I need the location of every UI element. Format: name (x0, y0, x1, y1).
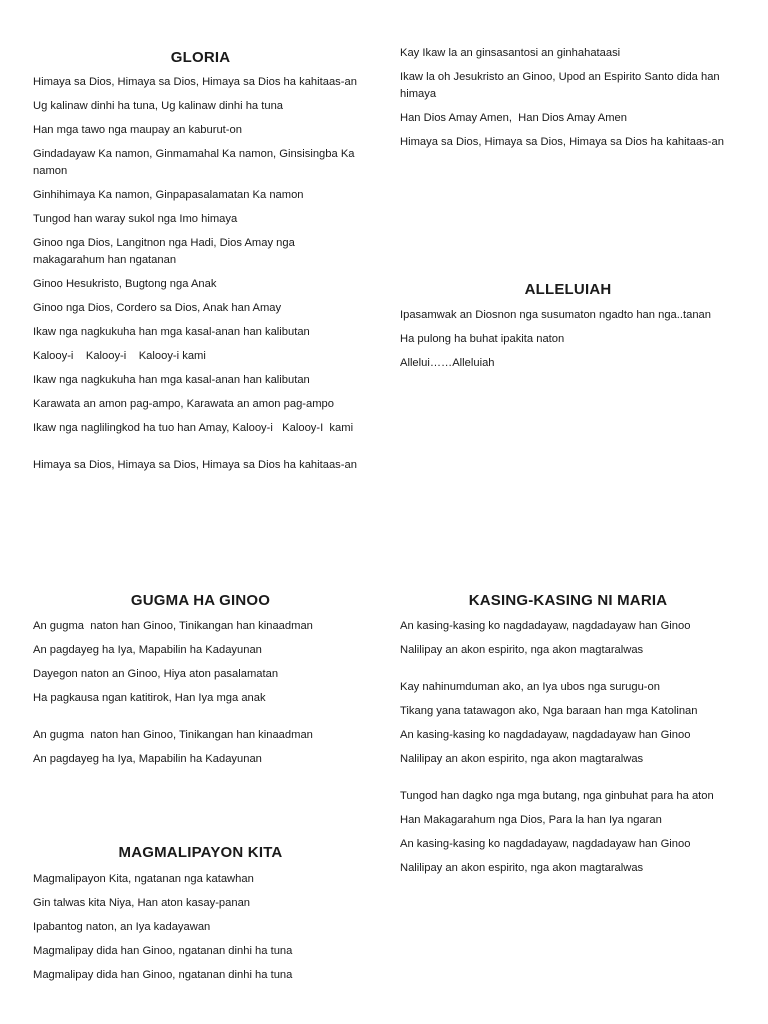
song-gloria (33, 48, 368, 481)
lyric-line: Ha pagkausa ngan katitirok, Han Iya mga anak (33, 692, 266, 704)
lyric-line: Kalooy-i Kalooy-i Kalooy-i kami (33, 350, 206, 362)
lyric-line: Ginoo Hesukristo, Bugtong nga Anak (33, 278, 217, 290)
song-kasing-kasing-ni-maria (400, 591, 736, 884)
song-gloria-continued (400, 45, 740, 158)
lyrics-magmalipayon-kita (33, 871, 368, 984)
song-alleluiah (400, 280, 736, 379)
lyric-line: An gugma naton han Ginoo, Tinikangan han kinaadman (33, 620, 313, 632)
lyric-line: Himaya sa Dios, Himaya sa Dios, Himaya sa Dios ha kahitaas-an (400, 136, 724, 148)
lyric-line: Magmalipayon Kita, ngatanan nga katawhan (33, 873, 254, 885)
lyric-line: Ikaw nga naglilingkod ha tuo han Amay, Kalooy-i Kalooy-I kami (33, 422, 354, 434)
lyric-line: An kasing-kasing ko nagdadayaw, nagdadayaw han Ginoo (400, 838, 691, 850)
lyric-line: Ginhihimaya Ka namon, Ginpapasalamatan Ka namon (33, 189, 304, 201)
song-title-gugma-ha-ginoo: GUGMA HA GINOO (130, 592, 271, 609)
lyric-line: An kasing-kasing ko nagdadayaw, nagdadayaw han Ginoo (400, 620, 691, 632)
lyric-line: Ginoo nga Dios, Cordero sa Dios, Anak han Amay (33, 302, 282, 314)
lyric-line: Ikaw nga nagkukuha han mga kasal-anan han kalibutan (33, 374, 310, 386)
lyric-line: Nalilipay an akon espirito, nga akon magtaralwas (400, 644, 644, 656)
lyric-line: An kasing-kasing ko nagdadayaw, nagdadayaw han Ginoo (400, 729, 691, 741)
lyrics-kasing-kasing-ni-maria (400, 618, 736, 877)
lyric-line: Magmalipay dida han Ginoo, ngatanan dinhi ha tuna (33, 969, 293, 981)
lyric-line: Magmalipay dida han Ginoo, ngatanan dinhi ha tuna (33, 945, 293, 957)
lyric-line: Tikang yana tatawagon ako, Nga baraan han mga Katolinan (400, 705, 698, 717)
lyric-line: Gin talwas kita Niya, Han aton kasay-panan (33, 897, 251, 909)
lyric-line: Nalilipay an akon espirito, nga akon magtaralwas (400, 862, 644, 874)
song-magmalipayon-kita (33, 843, 368, 991)
lyrics-alleluiah (400, 307, 736, 372)
song-gugma-ha-ginoo (33, 591, 368, 775)
lyric-line: Ikaw nga nagkukuha han mga kasal-anan han kalibutan (33, 326, 310, 338)
song-title-gloria: GLORIA (170, 49, 231, 66)
lyric-line: Ipabantog naton, an Iya kadayawan (33, 921, 211, 933)
lyric-line: Allelui……Alleluiah (400, 357, 495, 369)
lyric-line: Dayegon naton an Ginoo, Hiya aton pasalamatan (33, 668, 279, 680)
lyric-line: Ha pulong ha buhat ipakita naton (400, 333, 565, 345)
song-title-magmalipayon-kita: MAGMALIPAYON KITA (118, 844, 283, 861)
lyric-line: Han Dios Amay Amen, Han Dios Amay Amen (400, 112, 627, 124)
lyric-line: Kay nahinumduman ako, an Iya ubos nga surugu-on (400, 681, 660, 693)
lyric-line: Han mga tawo nga maupay an kaburut-on (33, 124, 242, 136)
lyric-line: Himaya sa Dios, Himaya sa Dios, Himaya sa Dios ha kahitaas-an (33, 76, 357, 88)
lyric-line: Himaya sa Dios, Himaya sa Dios, Himaya sa Dios ha kahitaas-an (33, 459, 357, 471)
lyric-line: Karawata an amon pag-ampo, Karawata an amon pag-ampo (33, 398, 335, 410)
lyric-line: Ug kalinaw dinhi ha tuna, Ug kalinaw dinhi ha tuna (33, 100, 284, 112)
lyric-line: Kay Ikaw la an ginsasantosi an ginhahataasi (400, 47, 621, 59)
lyric-line: Ikaw la oh Jesukristo an Ginoo, Upod an Espirito Santo dida han himaya (400, 71, 720, 100)
lyrics-gloria (33, 74, 368, 474)
lyric-line: Tungod han dagko nga mga butang, nga ginbuhat para ha aton (400, 790, 714, 802)
lyrics-gloria-continued (400, 45, 740, 151)
lyric-line: Ipasamwak an Diosnon nga susumaton ngadto han nga..tanan (400, 309, 711, 321)
lyric-line: Ginoo nga Dios, Langitnon nga Hadi, Dios Amay nga makagarahum han ngatanan (33, 237, 295, 266)
lyric-line: An gugma naton han Ginoo, Tinikangan han kinaadman (33, 729, 313, 741)
song-title-alleluiah: ALLELUIAH (524, 281, 612, 298)
song-title-kasing-kasing-ni-maria: KASING-KASING NI MARIA (468, 592, 668, 609)
lyric-line: Gindadayaw Ka namon, Ginmamahal Ka namon, Ginsisingba Ka namon (33, 148, 355, 177)
lyrics-gugma-ha-ginoo (33, 618, 368, 768)
lyric-line: An pagdayeg ha Iya, Mapabilin ha Kadayunan (33, 753, 262, 765)
lyric-line: Nalilipay an akon espirito, nga akon magtaralwas (400, 753, 644, 765)
lyric-line: An pagdayeg ha Iya, Mapabilin ha Kadayunan (33, 644, 262, 656)
lyric-line: Han Makagarahum nga Dios, Para la han Iya ngaran (400, 814, 662, 826)
lyric-line: Tungod han waray sukol nga Imo himaya (33, 213, 238, 225)
